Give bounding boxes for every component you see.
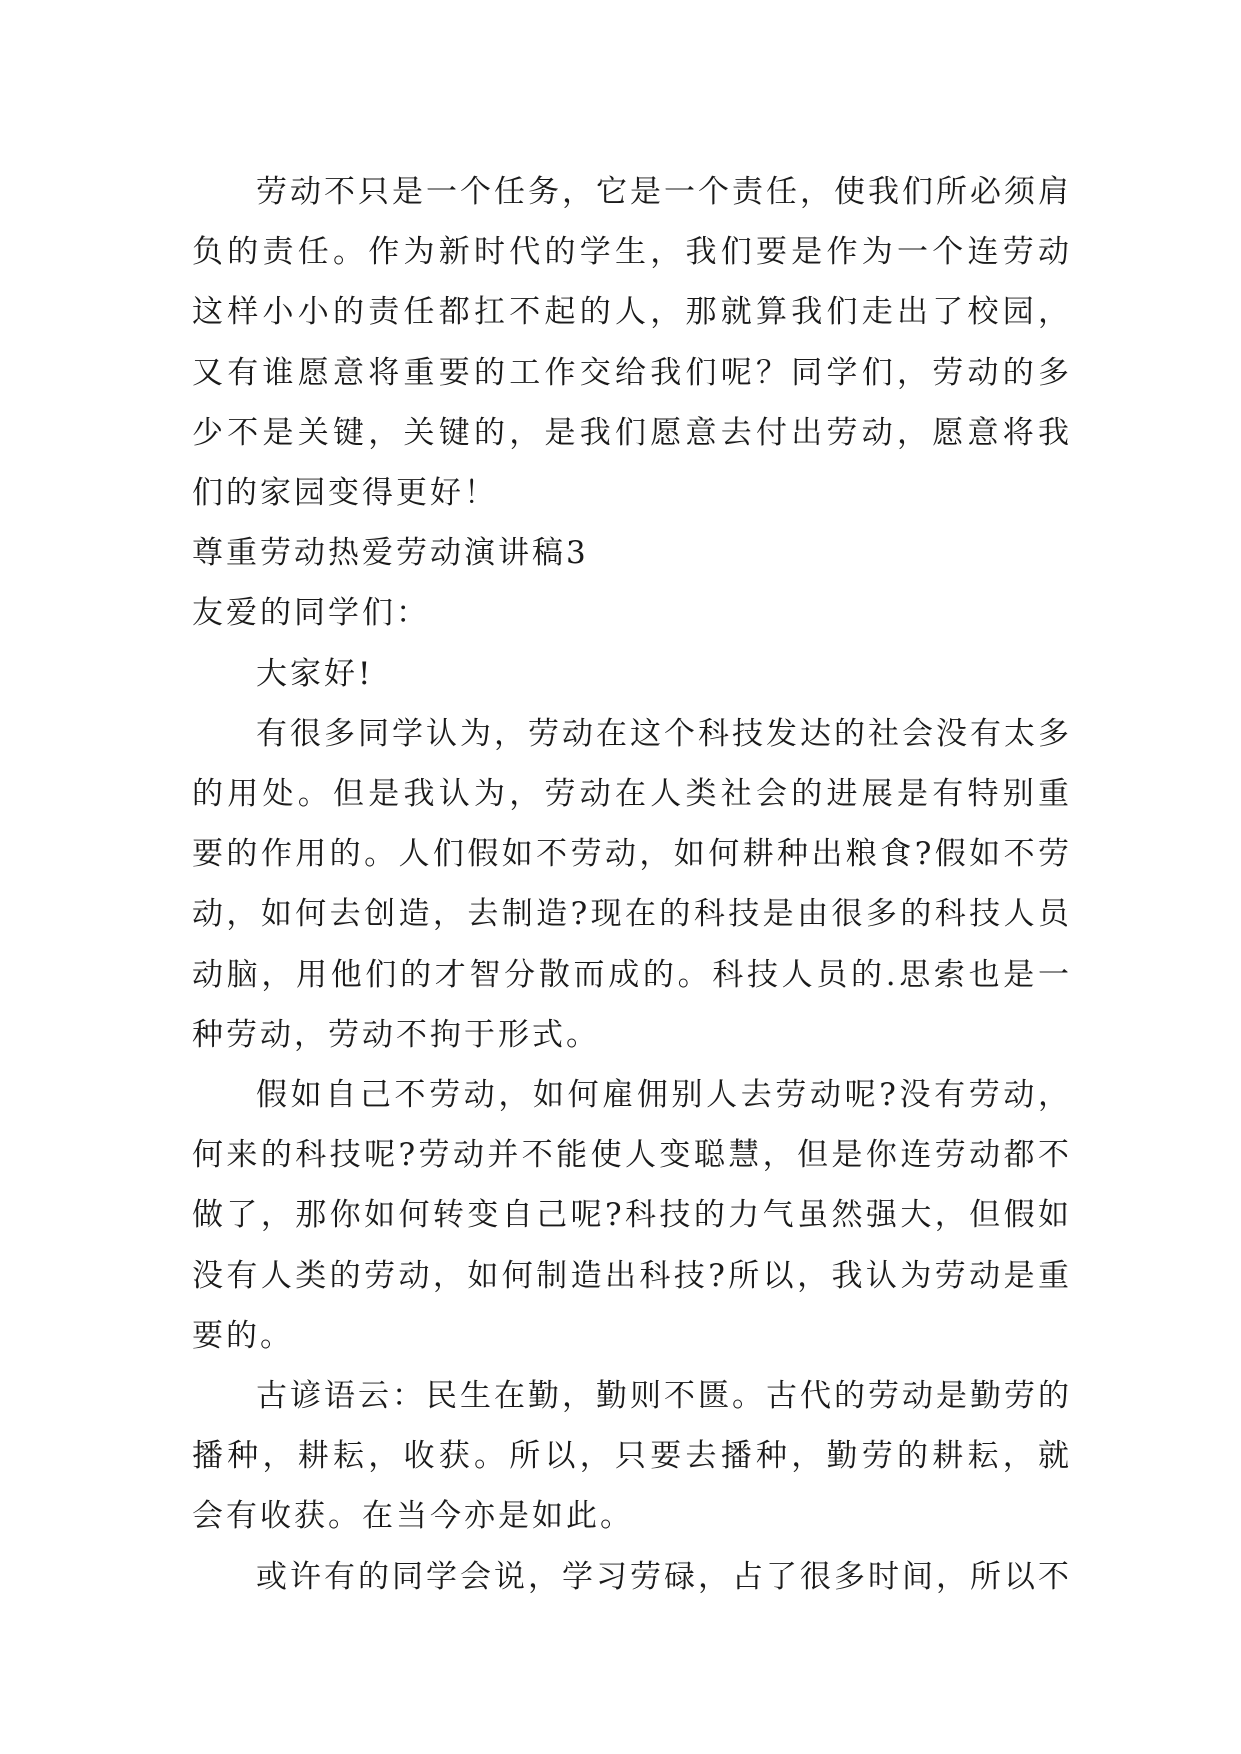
paragraph-technology: 有很多同学认为，劳动在这个科技发达的社会没有太多的用处。但是我认为，劳动在人类社会的进展是有特别重要的作用的。人们假如不劳动，如何耕种出粮食?假如不劳动，如何去创造，去制造?现在的科技是由很多的科技人员动脑，用他们的才智分散而成的。科技人员的.思索也是一种劳动，劳动不拘于形式。 — [192, 715, 1072, 1053]
paragraph-proverb: 古谚语云：民生在勤，勤则不匮。古代的劳动是勤劳的播种，耕耘，收获。所以，只要去播种，勤劳的耕耘，就会有收获。在当今亦是如此。 — [192, 1378, 1072, 1535]
document-body — [192, 162, 1072, 1607]
paragraph-busy-study: 或许有的同学会说，学习劳碌，占了很多时间，所以不 — [256, 1558, 1072, 1595]
greeting: 大家好! — [256, 655, 374, 692]
salutation: 友爱的同学们： — [192, 595, 430, 632]
speech-title: 尊重劳动热爱劳动演讲稿3 — [192, 535, 589, 572]
paragraph-hire-others: 假如自己不劳动，如何雇佣别人去劳动呢?没有劳动，何来的科技呢?劳动并不能使人变聪慧，但是你连劳动都不做了，那你如何转变自己呢?科技的力气虽然强大，但假如没有人类的劳动，如何制造出科技?所以，我认为劳动是重要的。 — [192, 1077, 1072, 1354]
paragraph-responsibility: 劳动不只是一个任务，它是一个责任，使我们所必须肩负的责任。作为新时代的学生，我们要是作为一个连劳动这样小小的责任都扛不起的人，那就算我们走出了校园，又有谁愿意将重要的工作交给我们呢？同学们，劳动的多少不是关键，关键的，是我们愿意去付出劳动，愿意将我们的家园变得更好！ — [192, 174, 1072, 512]
